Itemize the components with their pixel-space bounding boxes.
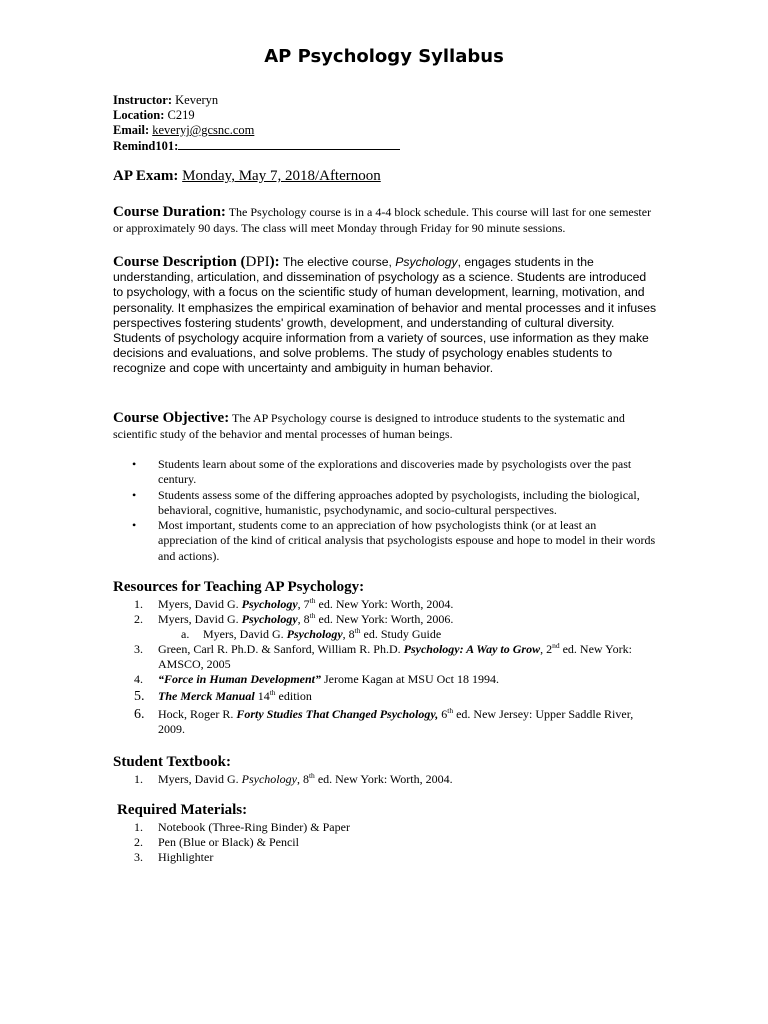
course-description	[113, 255, 658, 377]
list-item: 3. Green, Carl R. Ph.D. & Sanford, William R. Ph.D. Psychology: A Way to Grow, 2nd ed. New York: AMSCO, 2005	[134, 641, 632, 671]
ap-exam-line	[113, 168, 381, 185]
list-item: 1. Myers, David G. Psychology, 7th ed. New York: Worth, 2004.	[134, 596, 454, 611]
instructor-line	[113, 93, 400, 108]
course-description-italic: Psychology	[395, 255, 458, 269]
remind-label: Remind101:	[113, 139, 179, 153]
location-value: C219	[167, 108, 195, 122]
page-title: AP Psychology Syllabus	[264, 46, 504, 67]
bullet-icon: •	[132, 457, 137, 471]
email-line	[113, 123, 400, 138]
location-label: Location:	[113, 108, 165, 122]
materials-list	[113, 820, 658, 865]
resources-heading: Resources for Teaching AP Psychology:	[113, 579, 365, 595]
course-duration-label: Course Duration:	[113, 204, 226, 220]
course-description-label: Course Description (	[113, 254, 246, 270]
ap-exam-label: AP Exam:	[113, 168, 179, 184]
list-item: • Most important, students come to an appreciation of how psychologists think (or at least an appreciation of the kind of critical analysis that psychologists espouse and hope to model in their words and actions).	[132, 518, 656, 563]
course-objective	[113, 410, 658, 442]
textbook-list	[113, 772, 658, 787]
email-label: Email:	[113, 123, 150, 137]
remind-line	[113, 138, 400, 154]
course-objective-text: The AP Psychology course is designed to introduce students to the systematic and scientific study of the behavior and mental processes of human beings.	[113, 411, 625, 441]
list-item: 3. Highlighter	[134, 850, 214, 864]
objective-bullets	[113, 457, 658, 564]
list-item: 4. “Force in Human Development” Jerome Kagan at MSU Oct 18 1994.	[134, 672, 499, 686]
list-item: a. Myers, David G. Psychology, 8th ed. Study Guide	[181, 626, 442, 641]
list-item: • Students assess some of the differing approaches adopted by psychologists, including the biological, behavioral, cognitive, humanistic, psychodynamic, and socio-cultural perspectives.	[132, 487, 640, 517]
bullet-icon: •	[132, 518, 137, 533]
bullet-icon: •	[132, 487, 137, 502]
course-objective-label: Course Objective:	[113, 410, 230, 426]
course-description-text-a: The elective course,	[279, 255, 396, 269]
instructor-label: Instructor:	[113, 93, 173, 107]
instructor-value: Keveryn	[175, 93, 219, 107]
list-item: 1. Myers, David G. Psychology, 8th ed. New York: Worth, 2004.	[134, 771, 453, 786]
materials-heading: Required Materials:	[117, 802, 248, 818]
list-item: • Students learn about some of the explorations and discoveries made by psychologists over the past century.	[132, 457, 632, 487]
list-item: 6. Hock, Roger R. Forty Studies That Changed Psychology, 6th ed. New Jersey: Upper Saddle River, 2009.	[134, 706, 634, 736]
instructor-info	[113, 93, 400, 154]
list-item: 2. Myers, David G. Psychology, 8th ed. New York: Worth, 2006.	[134, 611, 454, 626]
resources-list	[113, 597, 658, 737]
dpi-label: DPI	[245, 254, 270, 270]
list-item: 5. The Merck Manual 14th edition	[134, 688, 312, 704]
course-duration-text: The Psychology course is in a 4-4 block schedule. This course will last for one semester or approximately 90 days. The class will meet Monday through Friday for 90 minute sessions.	[113, 205, 652, 235]
textbook-heading: Student Textbook:	[113, 754, 231, 770]
email-link[interactable]: keveryj@gcsnc.com	[152, 123, 255, 137]
remind-blank	[178, 138, 400, 150]
ap-exam-value: Monday, May 7, 2018/Afternoon	[182, 168, 381, 184]
course-description-text-b: , engages students in the understanding, articulation, and dissemination of psychology as a science. Students are introduced to psychology, with a focus on the scientific study of human development, learning, motivation, and personality. It emphasizes the empirical examination of behavior and mental processes and it infuses perspectives fostering students' growth, development, and understanding of cultural diversity. Students of psychology acquire information from a variety of sources, use information as they make decisions and evaluations, and solve problems. The study of psychology enables students to recognize and cope with uncertainty and ambiguity in human behavior.	[113, 255, 657, 376]
course-description-label-close: ):	[269, 254, 280, 270]
course-duration	[113, 204, 658, 236]
list-item: 2. Pen (Blue or Black) & Pencil	[134, 835, 299, 849]
list-item: 1. Notebook (Three-Ring Binder) & Paper	[134, 820, 350, 834]
location-line	[113, 108, 400, 123]
